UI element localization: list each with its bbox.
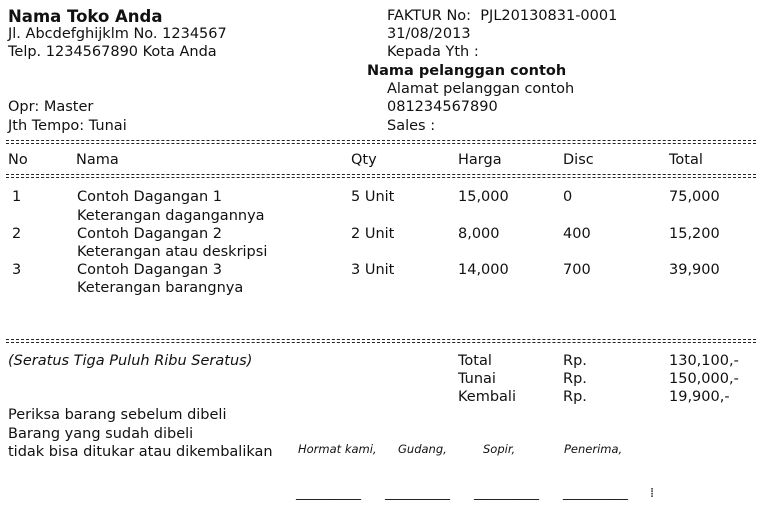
row-desc: Keterangan atau deskripsi [77, 244, 268, 260]
invoice-date: 31/08/2013 [387, 26, 471, 42]
header-qty: Qty [351, 152, 377, 168]
signature-label-warehouse: Gudang, [398, 442, 447, 456]
recipient-label: Kepada Yth : [387, 44, 479, 60]
note-line-3: tidak bisa ditukar atau dikembalikan [8, 444, 273, 460]
header-no: No [8, 152, 28, 168]
amount-in-words: (Seratus Tiga Puluh Ribu Seratus) [8, 353, 253, 369]
divider-top [6, 140, 756, 141]
header-total: Total [669, 152, 703, 168]
row-name: Contoh Dagangan 1 [77, 189, 222, 205]
row-disc: 700 [563, 262, 591, 278]
row-price: 14,000 [458, 262, 509, 278]
signature-line-driver: __________ [474, 486, 539, 501]
summary-change-label: Kembali [458, 389, 516, 405]
row-total: 39,900 [669, 262, 720, 278]
row-name: Contoh Dagangan 2 [77, 226, 222, 242]
signature-label-sender: Hormat kami, [298, 442, 377, 456]
end-mark: ⁞ [650, 486, 655, 501]
faktur-number: PJL20130831-0001 [480, 8, 618, 24]
header-price: Harga [458, 152, 502, 168]
divider-bottom-2 [6, 342, 756, 343]
signature-line-sender: __________ [296, 486, 361, 501]
row-qty: 3 Unit [351, 262, 395, 278]
sales-label: Sales : [387, 118, 436, 134]
customer-phone: 081234567890 [387, 99, 498, 115]
customer-address: Alamat pelanggan contoh [387, 81, 575, 97]
row-desc: Keterangan barangnya [77, 280, 244, 296]
row-price: 8,000 [458, 226, 500, 242]
signature-label-receiver: Penerima, [564, 442, 623, 456]
signature-label-driver: Sopir, [483, 442, 516, 456]
summary-cash-label: Tunai [458, 371, 496, 387]
row-no: 1 [12, 189, 22, 205]
divider-bottom [6, 339, 756, 340]
summary-total-currency: Rp. [563, 353, 587, 369]
row-qty: 5 Unit [351, 189, 395, 205]
divider-top-2 [6, 143, 756, 144]
row-price: 15,000 [458, 189, 509, 205]
row-total: 75,000 [669, 189, 720, 205]
operator: Opr: Master [8, 99, 94, 115]
row-disc: 400 [563, 226, 591, 242]
row-name: Contoh Dagangan 3 [77, 262, 222, 278]
summary-cash-value: 150,000,- [669, 371, 739, 387]
summary-change-value: 19,900,- [669, 389, 730, 405]
summary-total-label: Total [458, 353, 492, 369]
row-disc: 0 [563, 189, 573, 205]
row-no: 2 [12, 226, 22, 242]
header-disc: Disc [563, 152, 594, 168]
header-name: Nama [76, 152, 119, 168]
row-desc: Keterangan dagangannya [77, 208, 265, 224]
summary-total-value: 130,100,- [669, 353, 739, 369]
faktur-line [387, 7, 617, 25]
note-line-1: Periksa barang sebelum dibeli [8, 407, 227, 423]
signature-line-receiver: __________ [563, 486, 628, 501]
store-phone-city: Telp. 1234567890 Kota Anda [8, 44, 217, 60]
customer-name: Nama pelanggan contoh [367, 63, 567, 79]
divider-header [6, 174, 756, 175]
note-line-2: Barang yang sudah dibeli [8, 426, 194, 442]
divider-header-2 [6, 177, 756, 178]
store-name: Nama Toko Anda [8, 7, 163, 26]
store-address: Jl. Abcdefghijklm No. 1234567 [8, 26, 227, 42]
row-qty: 2 Unit [351, 226, 395, 242]
summary-cash-currency: Rp. [563, 371, 587, 387]
row-no: 3 [12, 262, 22, 278]
signature-line-warehouse: __________ [385, 486, 450, 501]
due-term: Jth Tempo: Tunai [8, 118, 127, 134]
summary-change-currency: Rp. [563, 389, 587, 405]
row-total: 15,200 [669, 226, 720, 242]
faktur-label: FAKTUR No: [387, 8, 472, 24]
